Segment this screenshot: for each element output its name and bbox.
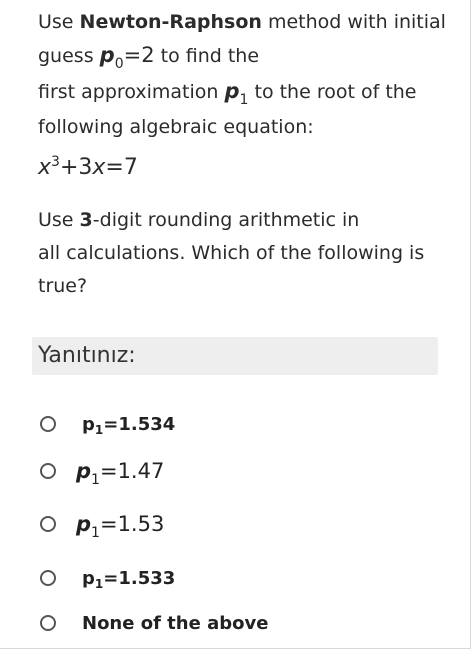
option-subscript: 1 (91, 472, 100, 488)
text-segment: guess (38, 45, 100, 67)
text-segment: method with initial (261, 11, 446, 33)
option-label (76, 512, 165, 541)
p0-symbol: p (99, 43, 115, 67)
option-value: =1.533 (103, 567, 176, 589)
radio-button[interactable] (40, 615, 56, 631)
equation-variable: x (92, 155, 106, 180)
option-symbol: p (82, 567, 95, 589)
p0-value: =2 (123, 43, 155, 67)
option-subscript: 1 (94, 576, 104, 591)
option-subscript: 1 (91, 525, 100, 541)
option-1[interactable] (40, 404, 175, 444)
radio-button[interactable] (40, 463, 56, 479)
text-segment: -digit rounding arithmetic in (92, 209, 360, 231)
answer-label: Yanıtınız: (32, 337, 438, 375)
option-symbol: p (82, 413, 95, 435)
option-label (82, 414, 175, 435)
text-segment: to find the (154, 45, 260, 67)
instruction-line-1 (38, 204, 458, 237)
option-label (82, 568, 175, 589)
option-2[interactable] (40, 451, 164, 491)
equation-exponent: 3 (51, 154, 60, 170)
text-segment: Use (38, 209, 80, 231)
option-3[interactable] (40, 504, 164, 544)
digit-count: 3 (79, 209, 93, 231)
option-symbol: p (76, 459, 92, 483)
instruction-line-2: all calculations. Which of the following is (38, 242, 425, 264)
option-label (76, 459, 165, 488)
equation (38, 148, 458, 190)
question-line-3 (38, 75, 458, 111)
text-segment: to the root of the (248, 81, 417, 103)
instruction-line-3: true? (38, 275, 88, 297)
option-subscript: 1 (94, 422, 104, 437)
radio-button[interactable] (40, 416, 56, 432)
question-text (38, 6, 458, 303)
method-name: Newton-Raphson (79, 11, 262, 33)
text-segment: first approximation (38, 81, 225, 103)
option-value: =1.534 (103, 413, 176, 435)
equation-term: =7 (105, 155, 138, 180)
equation-variable: x (38, 155, 52, 180)
p1-subscript: 1 (239, 92, 249, 108)
option-symbol: p (76, 512, 92, 536)
option-value: =1.47 (99, 459, 165, 483)
radio-button[interactable] (40, 570, 56, 586)
option-5[interactable] (40, 603, 268, 643)
p0-subscript: 0 (114, 56, 124, 72)
option-4[interactable] (40, 558, 175, 598)
option-value: =1.53 (99, 512, 165, 536)
question-line-4: following algebraic equation: (38, 116, 314, 138)
question-line-2 (38, 39, 458, 75)
equation-term: +3 (59, 155, 93, 180)
radio-button[interactable] (40, 516, 56, 532)
p1-symbol: p (224, 79, 240, 103)
text-segment: Use (38, 11, 80, 33)
question-line-1 (38, 6, 458, 39)
option-label: None of the above (82, 612, 269, 634)
